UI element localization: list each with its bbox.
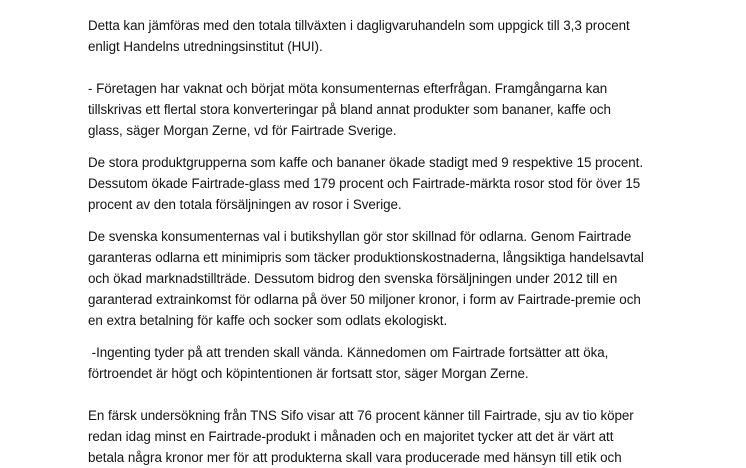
text-line: en extra betalning för kaffe och socker som odlats ekologiskt.	[88, 313, 448, 328]
text-line: En färsk undersökning från TNS Sifo visar att 76 procent känner till Fairtrade, sju av tio köper	[88, 408, 634, 423]
paragraph	[88, 226, 688, 331]
text-line: -Ingenting tyder på att trenden skall vända. Kännedomen om Fairtrade fortsätter att öka,	[88, 345, 609, 360]
text-line: De stora produktgrupperna som kaffe och bananer ökade stadigt med 9 respektive 15 procent.	[88, 155, 644, 170]
text-line: procent av den totala försäljningen av rosor i Sverige.	[88, 197, 402, 212]
text-line: redan idag minst en Fairtrade-produkt i månaden och en majoritet tycker att det är värt att	[88, 429, 614, 444]
paragraph	[88, 405, 688, 468]
text-line: tillskrivas ett flertal stora konverteringar på bland annat produkter som bananer, kaffe och	[88, 102, 611, 117]
cropped-line	[88, 0, 688, 15]
text-line: glass, säger Morgan Zerne, vd för Fairtrade Sverige.	[88, 123, 397, 138]
text-line: förtroendet är högt och köpintentionen är fortsatt stor, säger Morgan Zerne.	[88, 366, 529, 381]
paragraph	[88, 342, 688, 384]
text-line: enligt Handelns utredningsinstitut (HUI).	[88, 39, 323, 54]
document-body	[88, 0, 688, 468]
text-line: garanterad extrainkomst för odlarna på över 50 miljoner kronor, i form av Fairtrade-premie och	[88, 292, 641, 307]
text-line: och ökad marknadstillträde. Dessutom bidrog den svenska försäljningen under 2012 till en	[88, 271, 618, 286]
text-line: Detta kan jämföras med den totala tillväxten i dagligvaruhandeln som uppgick till 3,3 procent	[88, 18, 630, 33]
paragraph	[88, 15, 688, 57]
text-line: De svenska konsumenternas val i butikshyllan gör stor skillnad för odlarna. Genom Fairtrade	[88, 229, 632, 244]
text-line: betala några kronor mer för att produkterna skall vara producerade med hänsyn till etik och	[88, 450, 622, 465]
text-line: - Företagen har vaknat och börjat möta konsumenternas efterfrågan. Framgångarna kan	[88, 81, 608, 96]
paragraph	[88, 152, 688, 215]
paragraph	[88, 78, 688, 141]
text-line: garanteras odlarna ett minimipris som täcker produktionskostnaderna, långsiktiga handelsavtal	[88, 250, 644, 265]
text-line: Dessutom ökade Fairtrade-glass med 179 procent och Fairtrade-märkta rosor stod för över 15	[88, 176, 641, 191]
